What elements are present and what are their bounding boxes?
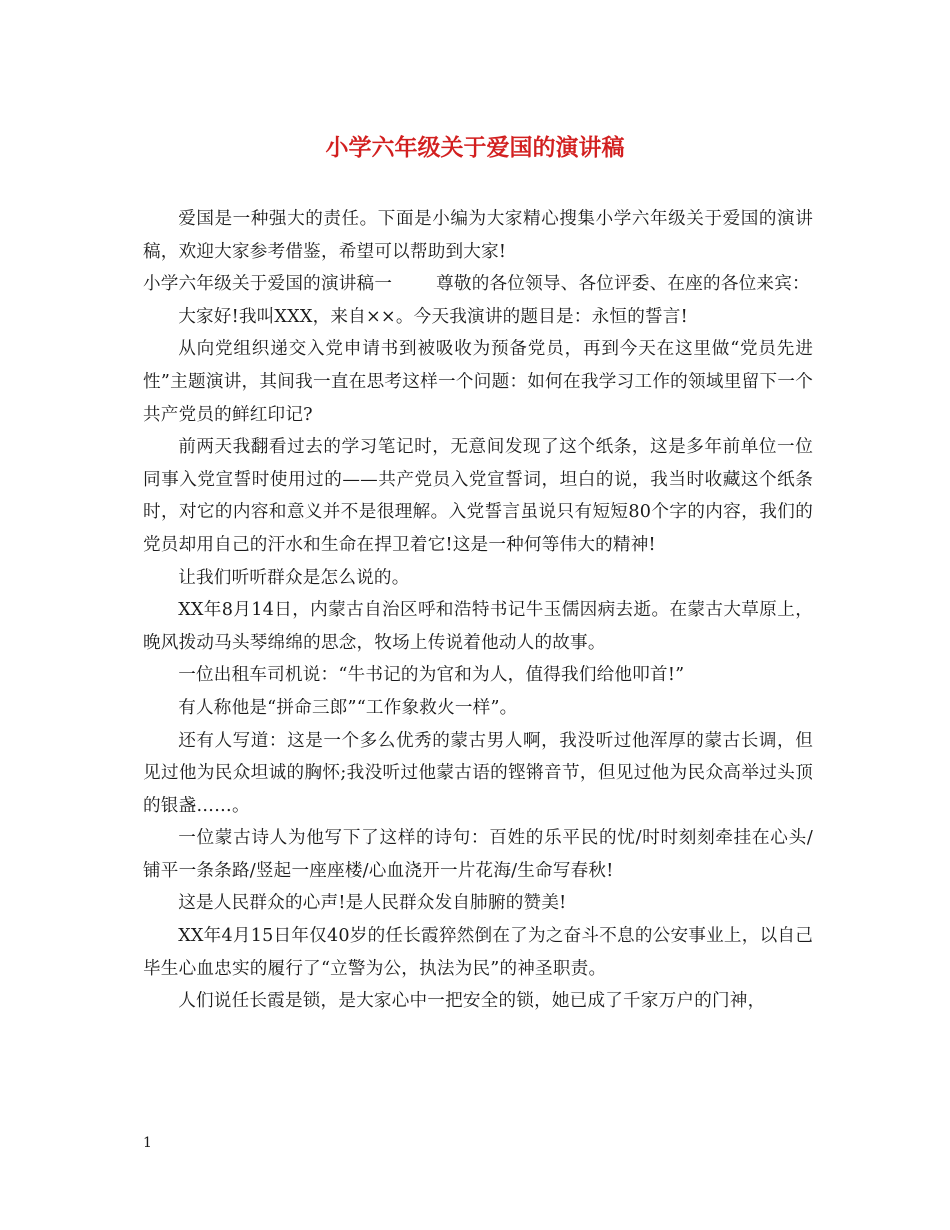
paragraph: 前两天我翻看过去的学习笔记时，无意间发现了这个纸条，这是多年前单位一位同事入党宣誓时使用过的——共产党员入党宣誓词，坦白的说，我当时收藏这个纸条时，对它的内容和意义并不是很理解。入党誓言虽说只有短短80个字的内容，我们的党员却用自己的汗水和生命在捍卫着它!这是一种何等伟大的精神! (143, 437, 813, 555)
section-heading: 小学六年级关于爱国的演讲稿一 (143, 274, 393, 295)
document-title: 小学六年级关于爱国的演讲稿 (325, 134, 625, 161)
document-body (143, 203, 813, 1018)
paragraph: 一位蒙古诗人为他写下了这样的诗句：百姓的乐平民的忧/时时刻刻牵挂在心头/铺平一条条路/竖起一座座楼/心血浇开一片花海/生命写春秋! (143, 828, 813, 881)
paragraph: 这是人民群众的心声!是人民群众发自肺腑的赞美! (178, 893, 567, 914)
paragraph (143, 268, 813, 301)
page-number: 1 (143, 1135, 152, 1151)
paragraph: XX年4月15日年仅40岁的任长霞猝然倒在了为之奋斗不息的公安事业上，以自己毕生心血忠实的履行了“立警为公，执法为民”的神圣职责。 (143, 926, 813, 979)
paragraph: 从向党组织递交入党申请书到被吸收为预备党员，再到今天在这里做“党员先进性”主题演讲，其间我一直在思考这样一个问题：如何在我学习工作的领域里留下一个共产党员的鲜红印记? (143, 339, 813, 425)
paragraph: 人们说任长霞是锁，是大家心中一把安全的锁，她已成了千家万户的门神， (178, 991, 766, 1012)
paragraph: XX年8月14日，内蒙古自治区呼和浩特书记牛玉儒因病去逝。在蒙古大草原上，晚风拨动马头琴绵绵的思念，牧场上传说着他动人的故事。 (143, 600, 813, 653)
paragraph: 爱国是一种强大的责任。下面是小编为大家精心搜集小学六年级关于爱国的演讲稿，欢迎大家参考借鉴，希望可以帮助到大家! (143, 209, 813, 262)
paragraph-text: 尊敬的各位领导、各位评委、在座的各位来宾： (436, 274, 810, 295)
paragraph: 大家好!我叫XXX，来自××。今天我演讲的题目是：永恒的誓言! (178, 306, 688, 327)
paragraph: 一位出租车司机说：“牛书记的为官和为人，值得我们给他叩首!” (178, 665, 685, 686)
paragraph: 有人称他是“拼命三郎”“工作象救火一样”。 (178, 697, 518, 718)
paragraph: 让我们听听群众是怎么说的。 (178, 567, 410, 588)
paragraph: 还有人写道：这是一个多么优秀的蒙古男人啊，我没听过他浑厚的蒙古长调，但见过他为民众坦诚的胸怀;我没听过他蒙古语的铿锵音节，但见过他为民众高举过头顶的银盏……。 (143, 730, 813, 816)
